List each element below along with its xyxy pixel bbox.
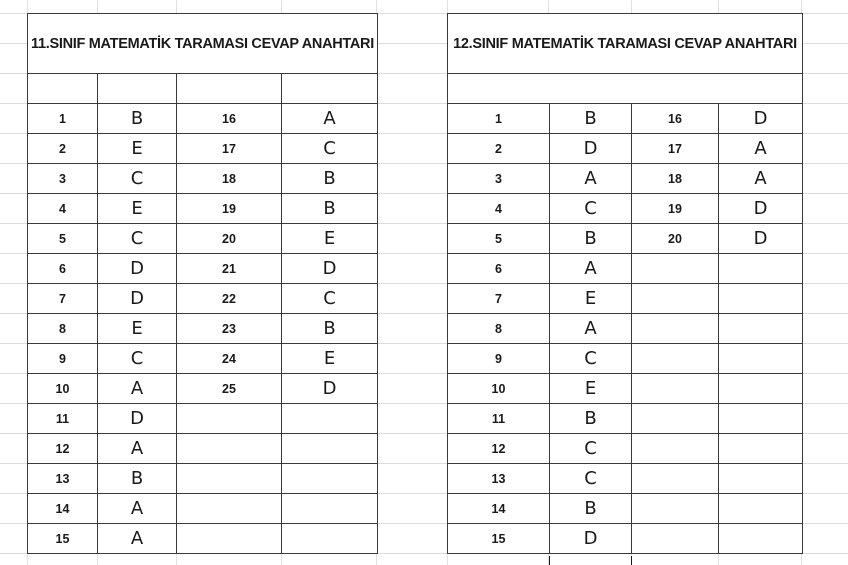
answer-cell[interactable] [282,524,378,554]
question-number-cell[interactable]: 3 [28,164,98,194]
answer-cell[interactable] [282,464,378,494]
answer-cell[interactable] [719,374,803,404]
answer-cell[interactable]: B [282,164,378,194]
answer-cell[interactable]: D [550,524,632,554]
answer-cell[interactable]: B [550,494,632,524]
question-number-cell[interactable]: 15 [448,524,550,554]
question-number-cell[interactable]: 17 [177,134,282,164]
blank-row [28,74,378,104]
question-number-cell[interactable]: 23 [177,314,282,344]
table-row [28,104,378,134]
answer-cell[interactable]: E [98,134,177,164]
answer-cell[interactable]: C [550,464,632,494]
answer-cell[interactable] [719,494,803,524]
table-row [448,314,803,344]
table-row [448,284,803,314]
answer-cell[interactable]: D [282,254,378,284]
table-row [28,254,378,284]
answer-cell[interactable]: D [98,284,177,314]
question-number-cell[interactable] [632,434,719,464]
question-number-cell[interactable]: 9 [448,344,550,374]
question-number-cell[interactable]: 14 [28,494,98,524]
answer-cell[interactable]: C [98,224,177,254]
question-number-cell[interactable] [177,494,282,524]
question-number-cell[interactable]: 8 [28,314,98,344]
question-number-cell[interactable] [632,254,719,284]
question-number-cell[interactable]: 21 [177,254,282,284]
answer-cell[interactable] [719,314,803,344]
question-number-cell[interactable]: 13 [448,464,550,494]
question-number-cell[interactable] [632,524,719,554]
question-number-cell[interactable]: 4 [448,194,550,224]
table-row [28,164,378,194]
answer-cell[interactable]: C [550,344,632,374]
table-row [28,524,378,554]
answer-cell[interactable]: B [98,464,177,494]
answer-cell[interactable]: B [282,314,378,344]
answer-cell[interactable]: D [98,254,177,284]
answer-key-table-grade-11 [27,13,378,554]
answer-cell[interactable]: C [98,344,177,374]
question-number-cell[interactable]: 20 [632,224,719,254]
table-row [448,434,803,464]
answer-cell[interactable]: B [550,224,632,254]
question-number-cell[interactable]: 24 [177,344,282,374]
answer-key-table-grade-12 [447,13,803,554]
question-number-cell[interactable]: 18 [632,164,719,194]
question-number-cell[interactable]: 7 [448,284,550,314]
question-number-cell[interactable]: 8 [448,314,550,344]
answer-cell[interactable] [719,404,803,434]
border-line [549,556,550,565]
table-row [28,434,378,464]
answer-cell[interactable]: C [282,134,378,164]
answer-cell[interactable]: E [282,224,378,254]
question-number-cell[interactable]: 16 [177,104,282,134]
answer-cell[interactable]: E [98,194,177,224]
answer-cell[interactable]: C [282,284,378,314]
answer-cell[interactable]: A [550,254,632,284]
answer-cell[interactable]: A [550,164,632,194]
question-number-cell[interactable]: 17 [632,134,719,164]
question-number-cell[interactable]: 6 [448,254,550,284]
table-row [28,374,378,404]
answer-cell[interactable]: B [550,104,632,134]
answer-cell[interactable]: B [282,194,378,224]
question-number-cell[interactable] [632,494,719,524]
table-title[interactable]: 12.SINIF MATEMATİK TARAMASI CEVAP ANAHTARI [448,14,803,74]
table-row [448,194,803,224]
table-row [448,134,803,164]
question-number-cell[interactable]: 14 [448,494,550,524]
answer-cell[interactable] [719,254,803,284]
table-row [448,104,803,134]
answer-cell[interactable]: A [282,104,378,134]
answer-cell[interactable] [282,404,378,434]
answer-cell[interactable]: D [719,194,803,224]
question-number-cell[interactable]: 10 [28,374,98,404]
answer-cell[interactable]: D [282,374,378,404]
answer-cell[interactable] [719,464,803,494]
table-row [448,374,803,404]
table-row [28,314,378,344]
question-number-cell[interactable]: 11 [28,404,98,434]
table-row [28,224,378,254]
question-number-cell[interactable]: 25 [177,374,282,404]
question-number-cell[interactable]: 4 [28,194,98,224]
answer-cell[interactable]: A [98,524,177,554]
question-number-cell[interactable]: 15 [28,524,98,554]
border-line [631,556,632,565]
question-number-cell[interactable] [632,404,719,434]
question-number-cell[interactable]: 12 [448,434,550,464]
answer-cell[interactable] [719,284,803,314]
answer-cell[interactable]: A [98,494,177,524]
question-number-cell[interactable]: 13 [28,464,98,494]
table-row [448,404,803,434]
blank-row [448,74,803,104]
answer-cell[interactable]: E [550,374,632,404]
question-number-cell[interactable] [632,284,719,314]
question-number-cell[interactable]: 19 [177,194,282,224]
question-number-cell[interactable]: 2 [448,134,550,164]
question-number-cell[interactable]: 6 [28,254,98,284]
answer-cell[interactable]: C [550,434,632,464]
question-number-cell[interactable]: 1 [28,104,98,134]
answer-cell[interactable]: B [98,104,177,134]
question-number-cell[interactable]: 2 [28,134,98,164]
question-number-cell[interactable] [632,374,719,404]
cell[interactable] [282,74,378,104]
answer-cell[interactable]: A [719,164,803,194]
cell[interactable] [98,74,177,104]
table-row [28,494,378,524]
question-number-cell[interactable]: 19 [632,194,719,224]
question-number-cell[interactable]: 5 [28,224,98,254]
table-row [448,254,803,284]
question-number-cell[interactable]: 22 [177,284,282,314]
question-number-cell[interactable] [632,314,719,344]
answer-cell[interactable]: A [719,134,803,164]
table-row [448,344,803,374]
answer-cell[interactable]: A [98,434,177,464]
answer-cell[interactable]: D [98,404,177,434]
question-number-cell[interactable]: 3 [448,164,550,194]
answer-cell[interactable]: A [98,374,177,404]
table-title[interactable]: 11.SINIF MATEMATİK TARAMASI CEVAP ANAHTARI [28,14,378,74]
answer-cell[interactable]: A [550,314,632,344]
answer-cell[interactable]: C [550,194,632,224]
table-row [448,524,803,554]
table-row [448,464,803,494]
answer-cell[interactable]: D [719,104,803,134]
question-number-cell[interactable]: 18 [177,164,282,194]
answer-cell[interactable]: E [282,344,378,374]
answer-cell[interactable] [719,524,803,554]
answer-cell[interactable] [282,434,378,464]
table-row [28,134,378,164]
answer-cell[interactable]: B [550,404,632,434]
answer-cell[interactable] [282,494,378,524]
question-number-cell[interactable] [177,524,282,554]
table-row [28,464,378,494]
question-number-cell[interactable]: 9 [28,344,98,374]
question-number-cell[interactable]: 1 [448,104,550,134]
table-row [28,194,378,224]
table-row [28,344,378,374]
question-number-cell[interactable] [632,464,719,494]
question-number-cell[interactable]: 10 [448,374,550,404]
cell[interactable] [28,74,98,104]
question-number-cell[interactable]: 11 [448,404,550,434]
cell[interactable] [177,74,282,104]
answer-cell[interactable]: D [550,134,632,164]
answer-cell[interactable]: C [98,164,177,194]
answer-cell[interactable]: E [98,314,177,344]
answer-cell[interactable]: E [550,284,632,314]
question-number-cell[interactable] [177,434,282,464]
question-number-cell[interactable]: 16 [632,104,719,134]
question-number-cell[interactable] [177,404,282,434]
table-row [28,404,378,434]
question-number-cell[interactable]: 12 [28,434,98,464]
question-number-cell[interactable]: 20 [177,224,282,254]
answer-cell[interactable] [719,344,803,374]
question-number-cell[interactable] [632,344,719,374]
question-number-cell[interactable]: 5 [448,224,550,254]
question-number-cell[interactable]: 7 [28,284,98,314]
table-row [448,494,803,524]
table-row [28,284,378,314]
question-number-cell[interactable] [177,464,282,494]
cell[interactable] [448,74,803,104]
answer-cell[interactable]: D [719,224,803,254]
answer-cell[interactable] [719,434,803,464]
table-row [448,224,803,254]
table-row [448,164,803,194]
